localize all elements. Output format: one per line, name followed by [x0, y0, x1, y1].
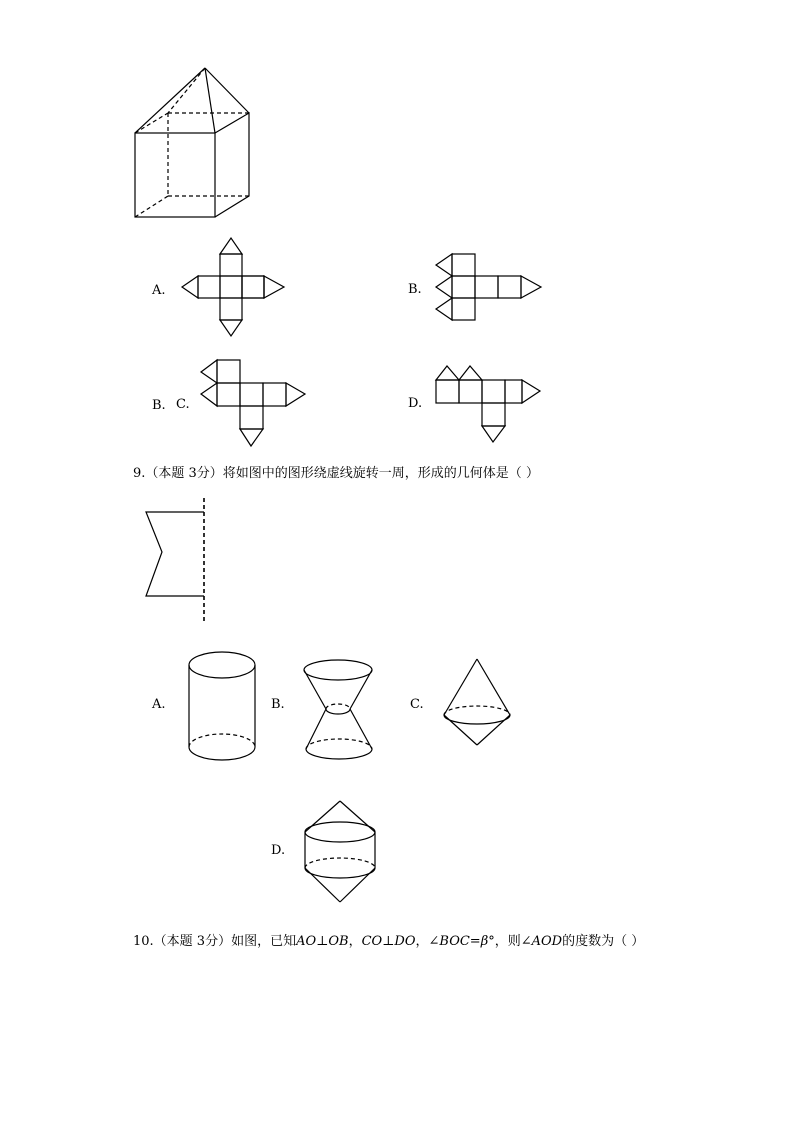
q10-expr2: CO⊥DO — [361, 934, 416, 949]
cylinder-figure — [185, 646, 260, 766]
option-b-label: B. — [408, 282, 422, 297]
net-option-b — [432, 250, 547, 326]
double-cone-frustum-figure — [300, 656, 380, 762]
q9-option-c-label: C. — [410, 697, 424, 712]
q10-expr4: ∠AOD — [520, 934, 563, 949]
option-a-label: A. — [152, 283, 166, 298]
net-option-c — [197, 356, 312, 450]
q9-option-b-label: B. — [271, 697, 285, 712]
q10-expr3: ∠BOC=β° — [428, 934, 495, 949]
q10-expr1: AO⊥OB — [296, 934, 349, 949]
q9-option-d-label: D. — [271, 843, 286, 858]
q10-sep2: ， — [415, 934, 429, 949]
question-10-stem — [133, 930, 644, 949]
cylinder-with-cones-figure — [300, 798, 382, 908]
q10-mid: ，则 — [494, 934, 521, 949]
option-c-label: C. — [176, 397, 190, 412]
prism-pyramid-figure — [125, 60, 265, 225]
q10-tail: 的度数为（ ） — [562, 934, 645, 949]
option-d-label: D. — [408, 396, 423, 411]
question-9-stem: 9.（本题 3分）将如图中的图形绕虚线旋转一周，形成的几何体是（ ） — [133, 466, 539, 481]
net-option-d — [432, 362, 547, 446]
q9-option-a-label: A. — [152, 697, 166, 712]
net-option-a — [180, 236, 290, 340]
option-c-prefix: B. — [152, 398, 166, 413]
double-cone-figure — [440, 655, 520, 749]
q10-lead: 10.（本题 3分）如图，已知 — [133, 934, 297, 949]
rotation-shape-figure — [140, 496, 210, 626]
q10-sep1: ， — [348, 934, 362, 949]
